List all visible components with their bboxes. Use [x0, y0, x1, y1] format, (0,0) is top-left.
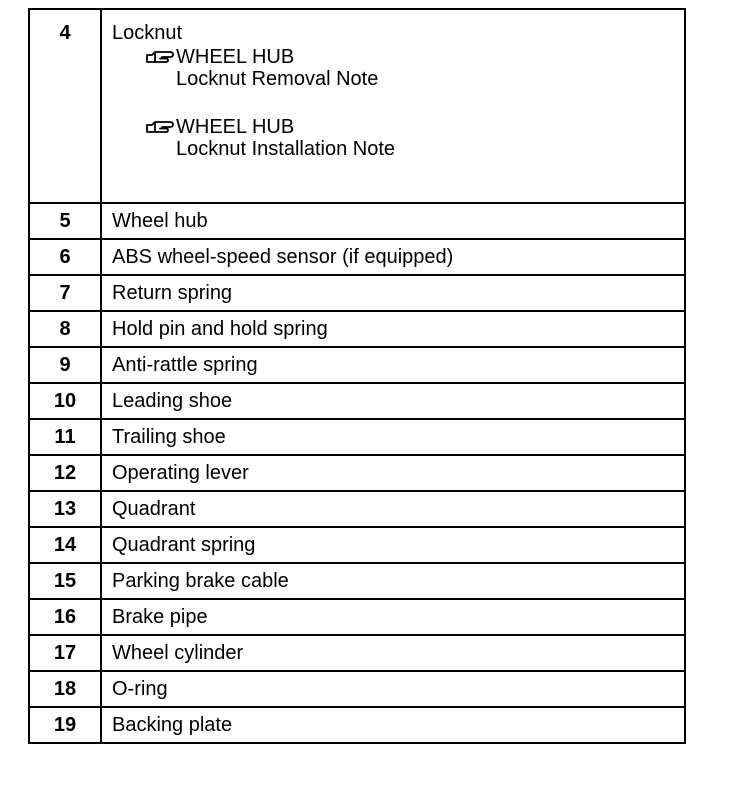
- part-name: Quadrant: [101, 491, 685, 527]
- table-row: [29, 527, 685, 563]
- part-name: Wheel hub: [101, 203, 685, 239]
- table-row: [29, 203, 685, 239]
- part-number: 14: [29, 527, 101, 563]
- part-number: 10: [29, 383, 101, 419]
- table-row: [29, 275, 685, 311]
- parts-table: [28, 8, 686, 744]
- part-number: 5: [29, 203, 101, 239]
- reference-title: WHEEL HUB: [176, 46, 295, 68]
- part-number: 6: [29, 239, 101, 275]
- part-name: Leading shoe: [101, 383, 685, 419]
- pointing-hand-icon: [146, 119, 174, 135]
- part-name: Quadrant spring: [101, 527, 685, 563]
- reference-note: Locknut Installation Note: [176, 138, 396, 160]
- table-row: [29, 347, 685, 383]
- part-name: Trailing shoe: [101, 419, 685, 455]
- part-number: 9: [29, 347, 101, 383]
- part-name: Wheel cylinder: [101, 635, 685, 671]
- table-row: [29, 419, 685, 455]
- table-row: [29, 599, 685, 635]
- table-row: [29, 383, 685, 419]
- part-number: 8: [29, 311, 101, 347]
- table-row: [29, 671, 685, 707]
- part-name: Operating lever: [101, 455, 685, 491]
- part-number: 16: [29, 599, 101, 635]
- part-name: Parking brake cable: [101, 563, 685, 599]
- reference-note: Locknut Removal Note: [176, 68, 379, 90]
- part-number: 4: [29, 9, 101, 203]
- table-row: [29, 491, 685, 527]
- table-row: [29, 563, 685, 599]
- table-row: [29, 455, 685, 491]
- part-name: Locknut: [112, 22, 183, 44]
- cross-reference: [146, 116, 684, 160]
- cross-reference: [146, 46, 684, 90]
- part-name: Hold pin and hold spring: [101, 311, 685, 347]
- part-number: 18: [29, 671, 101, 707]
- part-number: 15: [29, 563, 101, 599]
- table-row: [29, 239, 685, 275]
- reference-title: WHEEL HUB: [176, 116, 295, 138]
- part-name: Brake pipe: [101, 599, 685, 635]
- part-name: ABS wheel-speed sensor (if equipped): [101, 239, 685, 275]
- part-name: O-ring: [101, 671, 685, 707]
- part-name: Backing plate: [101, 707, 685, 743]
- part-description-cell: [101, 9, 685, 203]
- part-name: Anti-rattle spring: [101, 347, 685, 383]
- part-number: 12: [29, 455, 101, 491]
- part-name: Return spring: [101, 275, 685, 311]
- part-number: 17: [29, 635, 101, 671]
- part-number: 7: [29, 275, 101, 311]
- part-number: 19: [29, 707, 101, 743]
- table-row: [29, 311, 685, 347]
- part-number: 13: [29, 491, 101, 527]
- table-row: [29, 635, 685, 671]
- table-row: [29, 707, 685, 743]
- pointing-hand-icon: [146, 49, 174, 65]
- part-number: 11: [29, 419, 101, 455]
- table-row: [29, 9, 685, 203]
